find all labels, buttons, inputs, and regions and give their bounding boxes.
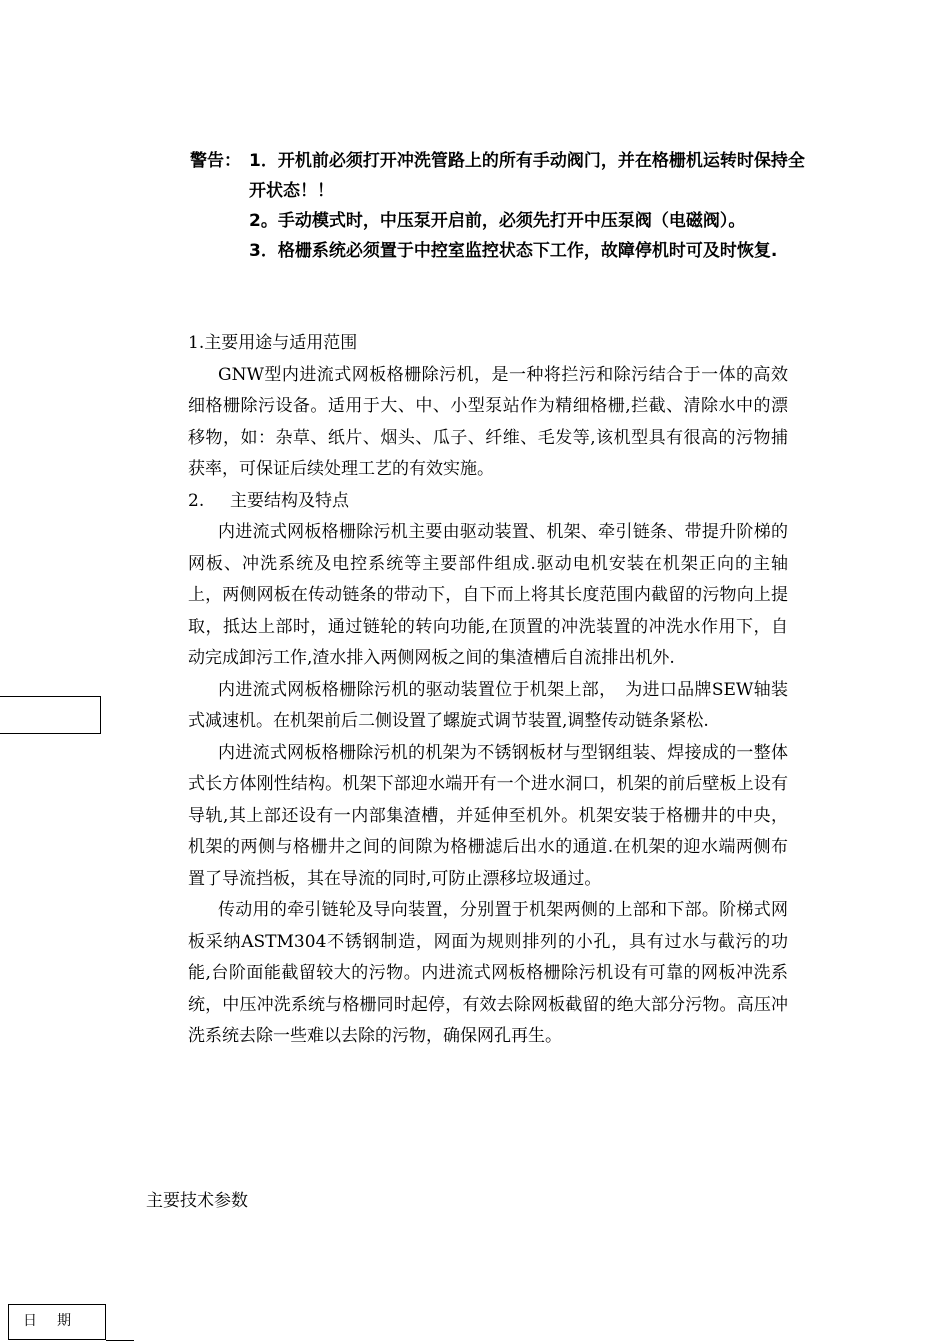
warning-item-text: 1．开机前必须打开冲洗管路上的所有手动阀门，并在格栅机运转时保持全开状态！！: [249, 151, 805, 201]
paragraph-structure-3: 内进流式网板格栅除污机的机架为不锈钢板材与型钢组装、焊接成的一整体式长方体刚性结构。机架下部迎水端开有一个进水洞口，机架的前后壁板上设有导轨,其上部还设有一内部集渣槽，并延伸至机外。机架安装于格栅井的中央，机架的两侧与格栅井之间的间隙为格栅滤后出水的通道.在机架的迎水端两侧布置了导流挡板，其在导流的同时,可防止漂移垃圾通过。: [188, 742, 788, 889]
warning-item-text: 3．格栅系统必须置于中控室监控状态下工作，故障停机时可及时恢复.: [249, 241, 778, 261]
section-heading-text: 主要结构及特点: [230, 490, 349, 511]
paragraph-structure-2: 内进流式网板格栅除污机的驱动装置位于机架上部， 为进口品牌SEW轴装式减速机。在机架前后二侧设置了螺旋式调节装置,调整传动链条紧松.: [188, 679, 788, 731]
warning-item-3: [190, 236, 820, 266]
section-heading-usage: 1.主要用途与适用范围: [188, 333, 358, 353]
paragraph-usage: GNW型内进流式网板格栅除污机，是一种将拦污和除污结合于一体的高效细格栅除污设备。适用于大、中、小型泵站作为精细格栅,拦截、清除水中的漂移物，如：杂草、纸片、烟头、瓜子、纤维、毛发等,该机型具有很高的污物捕获率，可保证后续处理工艺的有效实施。: [188, 364, 788, 479]
warning-block: [190, 146, 820, 266]
paragraph-structure-4: 传动用的牵引链轮及导向装置，分别置于机架两侧的上部和下部。阶梯式网板采纳ASTM304不锈钢制造，网面为规则排列的小孔，具有过水与截污的功能,台阶面能截留较大的污物。内进流式网板格栅除污机设有可靠的网板冲洗系统，中压冲洗系统与格栅同时起停，有效去除网板截留的绝大部分污物。高压冲洗系统去除一些难以去除的污物，确保网孔再生。: [188, 900, 788, 1046]
warning-item-2: [190, 206, 820, 236]
date-field: 日期: [8, 1304, 106, 1340]
date-underline: [106, 1340, 134, 1341]
warning-label: 警告：: [190, 151, 241, 171]
warning-item-1: [190, 146, 820, 206]
tech-params-heading: 主要技术参数: [146, 1191, 248, 1211]
section-heading-structure: [188, 486, 788, 518]
section-number: 2.: [188, 490, 205, 511]
main-content: [188, 328, 788, 1053]
margin-box: [0, 696, 101, 734]
paragraph-structure-1: 内进流式网板格栅除污机主要由驱动装置、机架、牵引链条、带提升阶梯的网板、冲洗系统及电控系统等主要部件组成.驱动电机安装在机架正向的主轴上，两侧网板在传动链条的带动下，自下而上将其长度范围内截留的污物向上提取，抵达上部时，通过链轮的转向功能,在顶置的冲洗装置的冲洗水作用下，自动完成卸污工作,渣水排入两侧网板之间的集渣槽后自流排出机外.: [188, 522, 788, 668]
warning-item-text: 2。手动模式时，中压泵开启前，必须先打开中压泵阀（电磁阀）。: [249, 211, 746, 231]
